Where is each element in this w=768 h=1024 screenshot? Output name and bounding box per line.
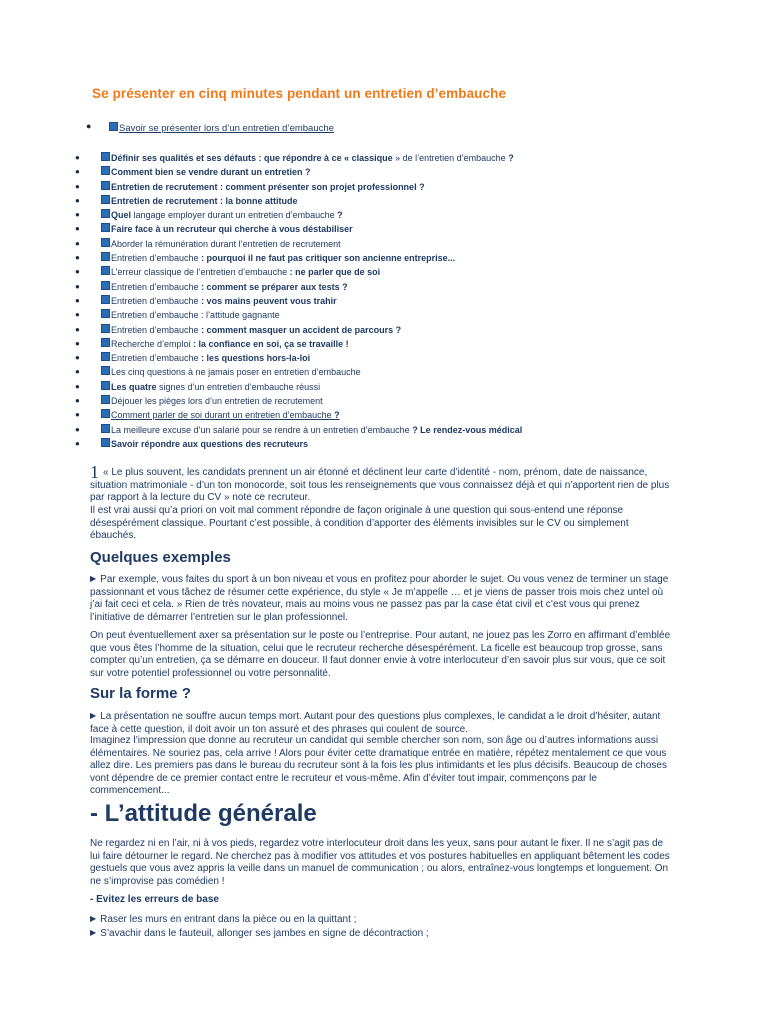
bullet-icon: ●: [75, 295, 80, 305]
link-text-part: Comment parler de soi durant un entretien d’embauche: [111, 410, 335, 421]
link-square-icon: [101, 266, 110, 275]
bullet-icon: ●: [75, 195, 80, 205]
link-square-icon: [101, 381, 110, 390]
link-square-icon: [101, 152, 110, 161]
bullet-icon: ●: [75, 153, 80, 162]
link-square-icon: [101, 309, 110, 318]
bullet-icon: ●: [75, 338, 80, 348]
link-text-part: Entretien de recrutement : la bonne attitude: [111, 195, 298, 206]
link-text-part: L’erreur classique de l’entretien d’embauche: [111, 267, 290, 278]
big-heading: - L’attitude générale: [90, 800, 317, 827]
bullet-icon: ●: [75, 224, 80, 234]
section-paragraph: [90, 710, 672, 736]
section-heading: Quelques exemples: [90, 549, 231, 566]
link-text-part: Les cinq questions à ne jamais poser en entretien d’embauche: [111, 367, 361, 378]
bullet-icon: ●: [75, 410, 80, 420]
link-text-part: Faire face à un recruteur qui cherche à vous déstabiliser: [111, 224, 353, 235]
link-text-part: : pourquoi il ne faut pas critiquer son ancienne entreprise...: [201, 253, 456, 264]
link-text-part: Entretien d’embauche: [111, 281, 202, 292]
related-link[interactable]: [101, 351, 310, 365]
link-square-icon: [101, 352, 110, 361]
bullet-icon: ●: [75, 238, 80, 248]
section-paragraph: On peut éventuellement axer sa présentation sur le poste ou l’entreprise. Pour autant, ne jouez pas les Zorro en affirmant d’emblée que vous êtes l’homme de la situation, celui que le recruteur recherche désespérément. La ficelle est beaucoup trop grosse, sans compter qu’un entretien, ça se démarre en douceur. Il faut donner envie à votre interlocuteur d’en savoir plus sur vous, que ce soit sur votre potentiel professionnel ou votre personnalité.: [90, 630, 671, 679]
link-square-icon: [101, 295, 110, 304]
link-text-part: Comment bien se vendre durant un entretien ?: [111, 167, 311, 178]
link-text-part: Définir ses qualités et ses défauts : que répondre à ce « classique: [111, 153, 396, 163]
link-text-part: Entretien d’embauche: [111, 253, 202, 264]
link-square-icon: [101, 366, 110, 375]
link-text-part: ? Le rendez-vous médical: [412, 424, 523, 435]
bullet-icon: ●: [75, 167, 80, 177]
arrow-icon: ▶: [90, 928, 97, 937]
link-text-part: Entretien de recrutement : comment présenter son projet professionnel ?: [111, 181, 425, 192]
arrow-icon: ▶: [90, 711, 97, 720]
related-link[interactable]: [101, 180, 425, 194]
bullet-icon: ●: [75, 438, 80, 448]
related-link[interactable]: [101, 222, 353, 236]
link-text-part: Quel: [111, 210, 134, 221]
arrow-icon: ▶: [90, 914, 97, 923]
link-square-icon: [101, 252, 110, 261]
list-item: [90, 912, 429, 926]
link-text-part: Les quatre: [111, 381, 160, 392]
link-text-part: » de l’entretien d’embauche: [395, 153, 509, 163]
link-text-part: Entretien d’embauche : l’attitude gagnante: [111, 310, 280, 321]
related-link[interactable]: [101, 265, 380, 279]
link-text-part: : les questions hors-la-loi: [201, 353, 311, 364]
errors-heading: - Evitez les erreurs de base: [90, 894, 219, 905]
link-square-icon: [101, 281, 110, 290]
link-square-icon: [109, 122, 118, 131]
related-link[interactable]: [101, 208, 343, 222]
related-link[interactable]: [101, 323, 401, 337]
list-item-text: S’avachir dans le fauteuil, allonger ses jambes en signe de décontraction ;: [100, 928, 429, 939]
link-text-part: : la confiance en soi, ça se travaille !: [193, 338, 349, 349]
attitude-paragraph: Ne regardez ni en l’air, ni à vos pieds, regardez votre interlocuteur droit dans les yeux, sans pour autant le fixer. Il ne s’agit pas de lui faire détourner le regard. Ne cherchez pas à modifier vos attitudes et vos postures habituelles en appliquant bêtement les codes gestuels que vous avez appris la veille dans un manuel de communication ; ou alors, entraînez-vous longtemps et longuement. On ne s’improvise pas comédien !: [90, 838, 670, 887]
list-item-text: Raser les murs en entrant dans la pièce ou en la quittant ;: [100, 914, 357, 925]
related-link[interactable]: [101, 151, 514, 165]
intro-paragraph-2: Il est vrai aussi qu’a priori on voit mal comment répondre de façon originale à une question qui sous-entend une réponse désespérément classique. Pourtant c’est possible, à condition d’apporter des éléments invisibles sur le CV ou simplement ébauchés.: [90, 505, 629, 542]
bullet-icon: ●: [75, 310, 80, 320]
link-text-part: Recherche d’emploi: [111, 338, 194, 349]
related-link[interactable]: [101, 165, 311, 179]
link-square-icon: [101, 195, 110, 204]
link-square-icon: [101, 209, 110, 218]
link-text-part: ?: [337, 210, 343, 221]
related-link[interactable]: [101, 423, 522, 437]
link-text-part: ?: [508, 153, 514, 163]
link-text-part: Aborder la rémunération durant l’entretien de recrutement: [111, 238, 341, 249]
link-text-part: ?: [334, 410, 340, 421]
bullet-icon: ●: [75, 353, 80, 363]
link-text-part: Entretien d’embauche: [111, 324, 202, 335]
link-square-icon: [101, 424, 110, 433]
link-square-icon: [101, 166, 110, 175]
link-text-part: : comment masquer un accident de parcours ?: [201, 324, 402, 335]
related-link[interactable]: [101, 294, 337, 308]
intro-paragraph: [90, 462, 672, 505]
link-square-icon: [101, 181, 110, 190]
related-link[interactable]: [101, 237, 341, 251]
related-link[interactable]: [101, 194, 298, 208]
related-link[interactable]: [101, 337, 349, 351]
link-square-icon: [101, 324, 110, 333]
article-link[interactable]: [109, 122, 334, 134]
intro-number: 1: [90, 462, 99, 482]
bullet-icon: ●: [75, 281, 80, 291]
list-item: [90, 926, 429, 940]
link-text-part: : vos mains peuvent vous trahir: [201, 295, 337, 306]
bullet-icon: ●: [75, 381, 80, 391]
related-link[interactable]: [101, 308, 280, 322]
bullet-icon: ●: [75, 324, 80, 334]
link-label: Savoir se présenter lors d’un entretien d’embauche: [119, 123, 334, 134]
bullet-icon: ●: [86, 121, 92, 131]
link-text-part: Savoir répondre aux questions des recruteurs: [111, 438, 309, 449]
link-text-part: : ne parler que de soi: [289, 267, 381, 278]
section-paragraph: Imaginez l’impression que donne au recruteur un candidat qui semble chercher son nom, son âge ou d’autres informations aussi élémentaires. Ne souriez pas, cela arrive ! Alors pour éviter cette dramatique entrée en matière, répétez mentalement ce que vous allez dire. Les premiers pas dans le bureau du recruteur sont à la fois les plus intimidants et les plus décisifs. Beaucoup de choses vont dépendre de ce premier contact entre le recruteur et vous-même. Afin d’éviter tout impair, commençons par le commencement...: [90, 735, 667, 797]
link-text-part: langage employer durant un entretien d’embauche: [133, 210, 338, 221]
link-square-icon: [101, 238, 110, 247]
link-text-part: La meilleure excuse d’un salarié pour se rendre à un entretien d’embauche: [111, 424, 413, 435]
related-link[interactable]: [101, 437, 308, 451]
bullet-icon: ●: [75, 210, 80, 220]
paragraph-text: Par exemple, vous faites du sport à un bon niveau et vous en profitez pour aborder le sujet. Ou vous venez de terminer un stage passionnant et vous tâchez de résumer cette expérience, du style « Je m’appelle … et je viens de passer trois mois chez untel où j’ai fait ceci et cela. » Rien de très novateur, mais au moins vous ne passez pas par la case état civil et c’est vous qui prenez l’initiative de démarrer l’entretien sur le plan professionnel.: [90, 574, 669, 623]
errors-list: [90, 912, 429, 940]
link-square-icon: [101, 395, 110, 404]
bullet-icon: ●: [75, 253, 80, 263]
bullet-icon: ●: [75, 424, 80, 434]
bullet-icon: ●: [75, 181, 80, 191]
link-square-icon: [101, 438, 110, 447]
link-text-part: Entretien d’embauche: [111, 295, 202, 306]
link-square-icon: [101, 223, 110, 232]
bullet-icon: ●: [75, 396, 80, 406]
link-text-part: signes d’un entretien d’embauche réussi: [159, 381, 321, 392]
intro-text: « Le plus souvent, les candidats prennent un air étonné et déclinent leur carte d’identité - nom, prénom, date de naissance, situation matrimoniale - d’un ton monocorde, soit tous les renseignements que vous connaissez déjà et qui n’apportent rien de plus par rapport à la lecture du CV » note ce recruteur.: [90, 467, 670, 504]
link-square-icon: [101, 409, 110, 418]
link-text-part: : comment se préparer aux tests ?: [201, 281, 348, 292]
related-link[interactable]: [101, 408, 340, 422]
bullet-icon: ●: [75, 267, 80, 277]
related-link[interactable]: [101, 280, 348, 294]
bullet-icon: ●: [75, 367, 80, 377]
link-text-part: Entretien d’embauche: [111, 353, 202, 364]
related-link[interactable]: [101, 365, 361, 379]
related-link[interactable]: [101, 251, 455, 265]
page-title: Se présenter en cinq minutes pendant un entretien d’embauche: [92, 86, 507, 101]
section-heading: Sur la forme ?: [90, 685, 191, 702]
arrow-icon: ▶: [90, 574, 97, 583]
related-link[interactable]: [101, 380, 320, 394]
section-paragraph: [90, 573, 672, 624]
paragraph-text: La présentation ne souffre aucun temps mort. Autant pour des questions plus complexes, le candidat a le droit d’hésiter, autant face à cette question, il doit avoir un ton assuré et des phrases qui coulent de source.: [90, 711, 661, 735]
related-link[interactable]: [101, 394, 323, 408]
link-text-part: Déjouer les pièges lors d’un entretien de recrutement: [111, 396, 323, 407]
link-square-icon: [101, 338, 110, 347]
